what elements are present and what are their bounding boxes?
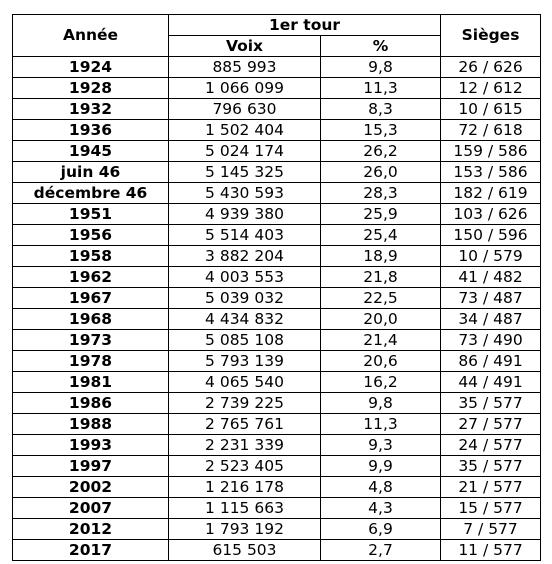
header-sieges: Sièges — [441, 15, 541, 57]
cell-annee: 2012 — [13, 519, 169, 540]
cell-annee: 1997 — [13, 456, 169, 477]
cell-voix: 615 503 — [169, 540, 321, 561]
table-row — [13, 393, 541, 414]
cell-voix: 4 434 832 — [169, 309, 321, 330]
table-row — [13, 162, 541, 183]
cell-sieges: 153 / 586 — [441, 162, 541, 183]
table-row — [13, 183, 541, 204]
cell-percent: 4,3 — [321, 498, 441, 519]
cell-sieges: 41 / 482 — [441, 267, 541, 288]
cell-voix: 1 115 663 — [169, 498, 321, 519]
cell-voix: 1 066 099 — [169, 78, 321, 99]
cell-percent: 9,3 — [321, 435, 441, 456]
table-row — [13, 477, 541, 498]
cell-voix: 5 085 108 — [169, 330, 321, 351]
table-row — [13, 267, 541, 288]
table-row — [13, 540, 541, 561]
table-row — [13, 99, 541, 120]
cell-voix: 885 993 — [169, 57, 321, 78]
header-row-top — [13, 15, 541, 36]
cell-annee: 1973 — [13, 330, 169, 351]
table-row — [13, 519, 541, 540]
cell-annee: 1945 — [13, 141, 169, 162]
cell-sieges: 103 / 626 — [441, 204, 541, 225]
cell-sieges: 34 / 487 — [441, 309, 541, 330]
cell-annee: 2007 — [13, 498, 169, 519]
cell-annee: 1924 — [13, 57, 169, 78]
cell-voix: 5 145 325 — [169, 162, 321, 183]
cell-percent: 21,8 — [321, 267, 441, 288]
cell-sieges: 27 / 577 — [441, 414, 541, 435]
cell-annee: 1951 — [13, 204, 169, 225]
table-row — [13, 204, 541, 225]
cell-percent: 2,7 — [321, 540, 441, 561]
cell-annee: 1928 — [13, 78, 169, 99]
header-voix: Voix — [169, 36, 321, 57]
cell-percent: 22,5 — [321, 288, 441, 309]
cell-sieges: 10 / 579 — [441, 246, 541, 267]
cell-voix: 4 003 553 — [169, 267, 321, 288]
cell-sieges: 44 / 491 — [441, 372, 541, 393]
cell-annee: 1962 — [13, 267, 169, 288]
table-body — [13, 57, 541, 561]
cell-annee: 1988 — [13, 414, 169, 435]
table-row — [13, 372, 541, 393]
cell-voix: 5 793 139 — [169, 351, 321, 372]
cell-sieges: 73 / 487 — [441, 288, 541, 309]
cell-sieges: 182 / 619 — [441, 183, 541, 204]
cell-annee: 2017 — [13, 540, 169, 561]
cell-voix: 1 216 178 — [169, 477, 321, 498]
table-row — [13, 246, 541, 267]
cell-sieges: 7 / 577 — [441, 519, 541, 540]
cell-voix: 796 630 — [169, 99, 321, 120]
cell-sieges: 35 / 577 — [441, 393, 541, 414]
cell-percent: 21,4 — [321, 330, 441, 351]
table-row — [13, 120, 541, 141]
cell-annee: 1956 — [13, 225, 169, 246]
cell-percent: 26,0 — [321, 162, 441, 183]
cell-percent: 25,4 — [321, 225, 441, 246]
cell-annee: 1932 — [13, 99, 169, 120]
cell-annee: 1981 — [13, 372, 169, 393]
table-row — [13, 414, 541, 435]
table-row — [13, 498, 541, 519]
cell-voix: 2 739 225 — [169, 393, 321, 414]
cell-annee: 1958 — [13, 246, 169, 267]
table-row — [13, 309, 541, 330]
cell-voix: 2 765 761 — [169, 414, 321, 435]
cell-sieges: 150 / 596 — [441, 225, 541, 246]
cell-annee: juin 46 — [13, 162, 169, 183]
cell-percent: 15,3 — [321, 120, 441, 141]
cell-annee: 1993 — [13, 435, 169, 456]
cell-sieges: 12 / 612 — [441, 78, 541, 99]
cell-voix: 5 514 403 — [169, 225, 321, 246]
table-row — [13, 225, 541, 246]
cell-voix: 5 430 593 — [169, 183, 321, 204]
cell-percent: 28,3 — [321, 183, 441, 204]
cell-voix: 1 502 404 — [169, 120, 321, 141]
cell-sieges: 73 / 490 — [441, 330, 541, 351]
cell-percent: 11,3 — [321, 414, 441, 435]
table-row — [13, 288, 541, 309]
table-row — [13, 78, 541, 99]
cell-percent: 16,2 — [321, 372, 441, 393]
cell-percent: 20,6 — [321, 351, 441, 372]
cell-sieges: 159 / 586 — [441, 141, 541, 162]
cell-voix: 3 882 204 — [169, 246, 321, 267]
table-row — [13, 57, 541, 78]
cell-percent: 8,3 — [321, 99, 441, 120]
cell-annee: 1967 — [13, 288, 169, 309]
cell-voix: 2 523 405 — [169, 456, 321, 477]
cell-annee: 1978 — [13, 351, 169, 372]
cell-voix: 4 065 540 — [169, 372, 321, 393]
cell-sieges: 72 / 618 — [441, 120, 541, 141]
table-row — [13, 351, 541, 372]
cell-percent: 11,3 — [321, 78, 441, 99]
cell-percent: 18,9 — [321, 246, 441, 267]
header-first-round: 1er tour — [169, 15, 441, 36]
table-row — [13, 435, 541, 456]
cell-percent: 4,8 — [321, 477, 441, 498]
cell-annee: 1986 — [13, 393, 169, 414]
cell-annee: 2002 — [13, 477, 169, 498]
cell-sieges: 21 / 577 — [441, 477, 541, 498]
cell-sieges: 11 / 577 — [441, 540, 541, 561]
table-row — [13, 141, 541, 162]
cell-percent: 26,2 — [321, 141, 441, 162]
cell-voix: 1 793 192 — [169, 519, 321, 540]
cell-percent: 20,0 — [321, 309, 441, 330]
election-results-table — [12, 14, 541, 561]
cell-percent: 9,8 — [321, 57, 441, 78]
cell-sieges: 10 / 615 — [441, 99, 541, 120]
cell-sieges: 86 / 491 — [441, 351, 541, 372]
cell-voix: 4 939 380 — [169, 204, 321, 225]
cell-annee: décembre 46 — [13, 183, 169, 204]
cell-annee: 1968 — [13, 309, 169, 330]
cell-voix: 2 231 339 — [169, 435, 321, 456]
table-header — [13, 15, 541, 57]
cell-percent: 9,9 — [321, 456, 441, 477]
cell-percent: 25,9 — [321, 204, 441, 225]
header-annee: Année — [13, 15, 169, 57]
cell-percent: 6,9 — [321, 519, 441, 540]
table-row — [13, 456, 541, 477]
header-percent: % — [321, 36, 441, 57]
cell-sieges: 26 / 626 — [441, 57, 541, 78]
cell-percent: 9,8 — [321, 393, 441, 414]
cell-voix: 5 039 032 — [169, 288, 321, 309]
cell-voix: 5 024 174 — [169, 141, 321, 162]
cell-sieges: 24 / 577 — [441, 435, 541, 456]
cell-annee: 1936 — [13, 120, 169, 141]
table-row — [13, 330, 541, 351]
cell-sieges: 15 / 577 — [441, 498, 541, 519]
cell-sieges: 35 / 577 — [441, 456, 541, 477]
